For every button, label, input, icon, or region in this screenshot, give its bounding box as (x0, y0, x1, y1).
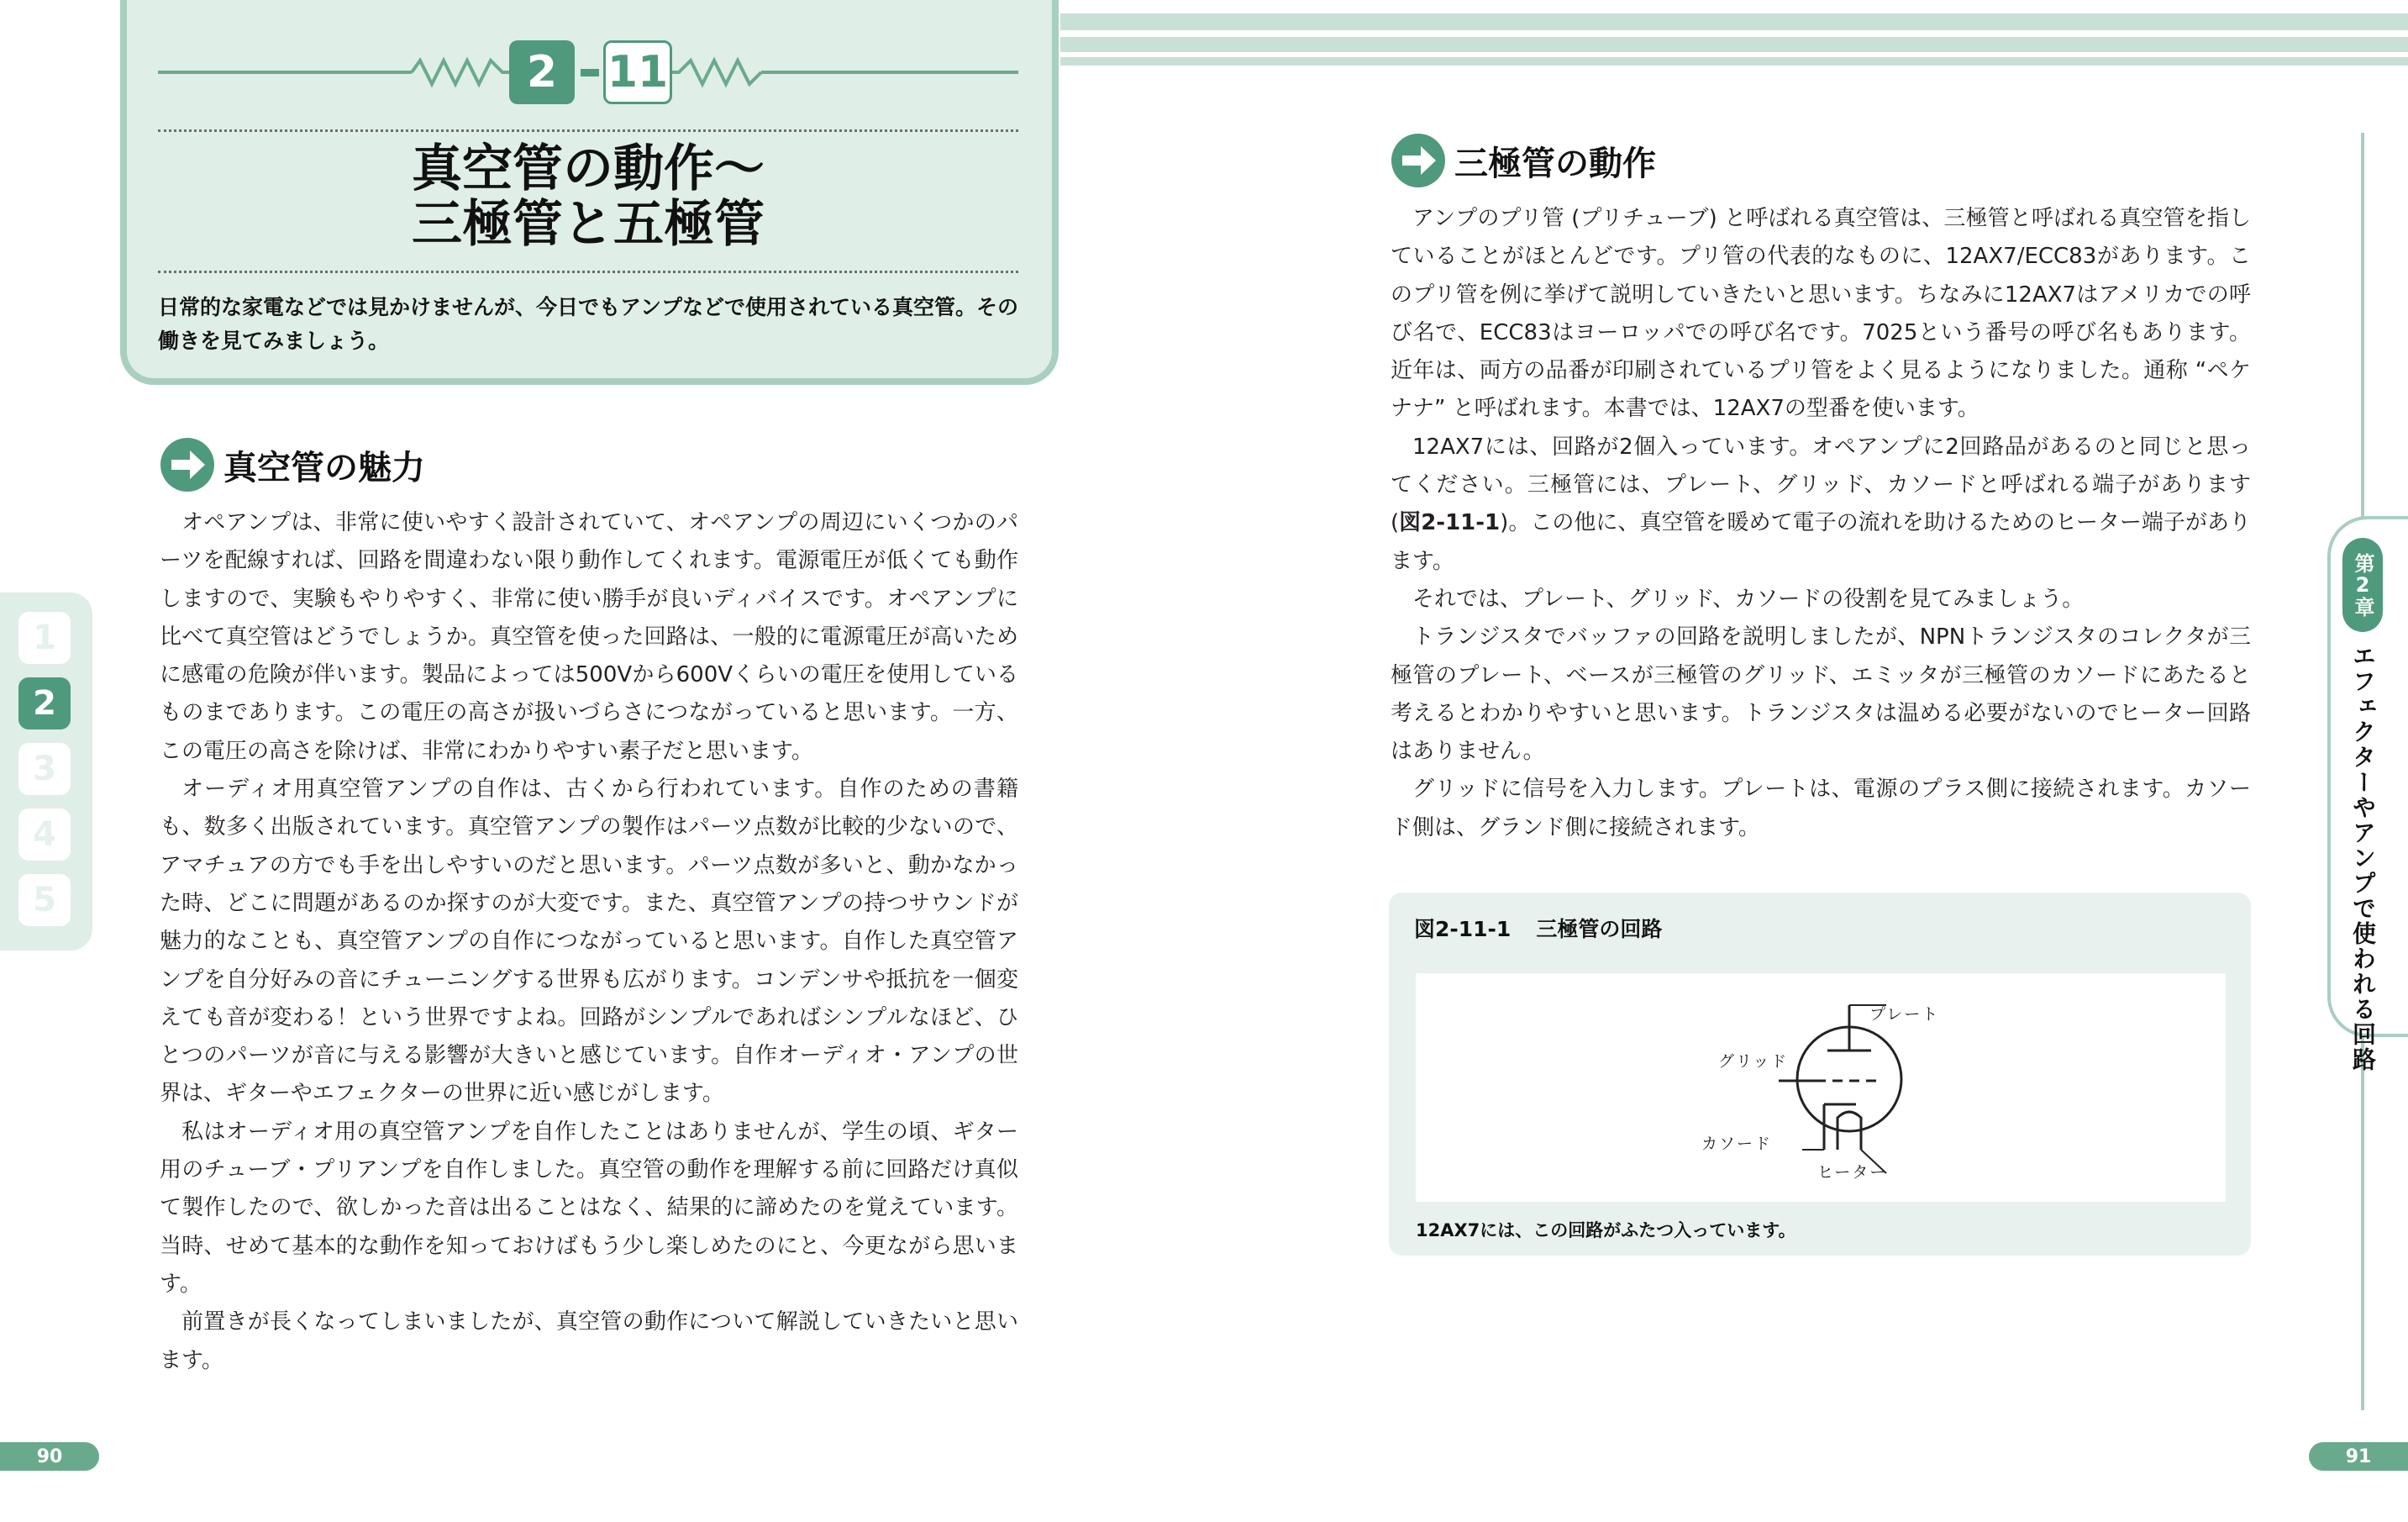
figure-2-11-1 (1389, 893, 2251, 1256)
paragraph (1391, 619, 2251, 771)
plate-label: プレート (1869, 1005, 1940, 1024)
section-tab-5: 5 (18, 874, 71, 926)
right-heading (1391, 133, 1656, 188)
left-heading (160, 437, 425, 492)
grid-label: グリッド (1718, 1052, 1789, 1071)
header-stripe (1060, 57, 2408, 66)
figure-reference: 図2-11-1 (1399, 510, 1501, 536)
figure-caption (1414, 913, 1687, 943)
paragraph (1391, 771, 2251, 847)
paragraph: オーディオ用真空管アンプの自作は、古くから行われています。自作のための書籍も、数多く出版されています。真空管アンプの製作はパーツ点数が比較的少ないので、アマチュアの方でも手を出しやすいのだと思います。パーツ点数が多いと、動かなかった時、どこに問題があるのか探すのが大変です。また、真空管アンプの持つサウンドが魅力的なことも、真空管アンプの自作につながっていると思います。自作した真空管アンプを自分好みの音にチューニングする世界も広がります。コンデンサや抵抗を一個変えても音が変わる！という世界ですよね。回路がシンプルであればシンプルなほど、ひとつのパーツが音に与える影響が大きいと感じています。自作オーディオ・アンプの世界は、ギターやエフェクターの世界に近い感じがします。 (160, 777, 1018, 1107)
page-title (158, 141, 1018, 252)
arrow-right-icon (1391, 133, 1446, 188)
page-title-line-1: 真空管の動作～ (412, 140, 765, 198)
paragraph (1391, 429, 2251, 581)
divider (158, 129, 1018, 132)
paragraph: 私はオーディオ用の真空管アンプを自作したことはありませんが、学生の頃、ギター用のチューブ・プリアンプを自作しました。真空管の動作を理解する前に回路だけ真似て製作したので、欲しかった音は出ることはなく、結果的に諦めたのを覚えています。当時、せめて基本的な動作を知っておけばもう少し楽しめたのにと、今更ながら思います。 (160, 1119, 1018, 1297)
divider (158, 271, 1018, 273)
header-stripe (1060, 13, 2408, 30)
paragraph-text: 12AX7には、回路が2個入っています。オペアンプに2回路品があるのと同じと思ってください。三極管には、プレート、グリッド、カソードと呼ばれる端子があります ( (1391, 434, 2251, 536)
section-tab-1: 1 (18, 612, 71, 664)
figure-title: 三極管の回路 (1536, 917, 1663, 941)
right-body-text (1391, 200, 2251, 847)
figure-diagram (1416, 973, 2226, 1202)
chapter-number-badge: 2 (509, 40, 575, 104)
left-heading-text: 真空管の魅力 (223, 448, 425, 487)
section-number-bar (158, 34, 1018, 111)
paragraph (1391, 581, 2251, 619)
paragraph-text: アンプのプリ管 (プリチューブ) と呼ばれる真空管は、三極管と呼ばれる真空管を指していることがほとんどです。プリ管の代表的なものに、12AX7/ECC83があります。このプリ管を例に挙げて説明していきたいと思います。ちなみに12AX7はアメリカでの呼び名で、ECC83はヨーロッパでの呼び名です。7025という番号の呼び名もあります。近年は、両方の品番が印刷されているプリ管をよく見るようになりました。通称 “ペケナナ” と呼ばれます。本書では、12AX7の型番を使います。 (1391, 206, 2251, 422)
section-tab-3: 3 (18, 743, 71, 795)
figure-note: 12AX7には、この回路がふたつ入っています。 (1416, 1220, 1796, 1240)
heater-label: ヒーター (1817, 1163, 1888, 1182)
page-number-right: 91 (2309, 1442, 2408, 1471)
paragraph-text: トランジスタでバッファの回路を説明しましたが、NPNトランジスタのコレクタが三極管のプレート、ベースが三極管のグリッド、エミッタが三極管のカソードにあたると考えるとわかりやすいと思います。トランジスタは温める必要がないのでヒーター回路はありません。 (1391, 624, 2251, 765)
header-stripe (1060, 37, 2408, 52)
cathode-label: カソード (1701, 1135, 1773, 1153)
paragraph-text: )。この他に、真空管を暖めて電子の流れを助けるためのヒーター端子があります。 (1391, 510, 2251, 574)
arrow-right-icon (160, 437, 215, 492)
page-title-line-2: 三極管と五極管 (412, 195, 765, 254)
section-tab-4: 4 (18, 808, 71, 861)
section-tab-2: 2 (18, 677, 71, 729)
paragraph: オペアンプは、非常に使いやすく設計されていて、オペアンプの周辺にいくつかのパーツを配線すれば、回路を間違わない限り動作してくれます。電源電圧が低くても動作しますので、実験もやりやすく、非常に使い勝手が良いディバイスです。オペアンプに比べて真空管はどうでしょうか。真空管を使った回路は、一般的に電源電圧が高いために感電の危険が伴います。製品によっては500Vから600Vくらいの電圧を使用しているものまであります。この電圧の高さが扱いづらさにつながっていると思います。一方、この電圧の高さを除けば、非常にわかりやすい素子だと思います。 (160, 510, 1018, 764)
paragraph (1391, 200, 2251, 429)
page-number-left: 90 (0, 1442, 99, 1471)
left-body-text (160, 504, 1018, 1380)
chapter-badge: 第2章 (2342, 538, 2383, 632)
right-heading-text: 三極管の動作 (1454, 144, 1656, 183)
lead-text: 日常的な家電などでは見かけませんが、今日でもアンプなどで使用されている真空管。その働きを見てみましょう。 (158, 295, 1019, 353)
section-number-badge: 11 (603, 40, 672, 104)
chapter-title: エフェクターやアンプで使われる回路 (2349, 644, 2377, 1072)
paragraph-text: グリッドに信号を入力します。プレートは、電源のプラス側に接続されます。カソード側は、グランド側に接続されます。 (1391, 777, 2251, 840)
paragraph-text: それでは、プレート、グリッド、カソードの役割を見てみましょう。 (1412, 586, 2085, 612)
paragraph: 前置きが長くなってしまいましたが、真空管の動作について解説していきたいと思います。 (160, 1309, 1018, 1373)
section-number-dash (581, 69, 599, 76)
figure-number: 図2-11-1 (1414, 917, 1512, 941)
